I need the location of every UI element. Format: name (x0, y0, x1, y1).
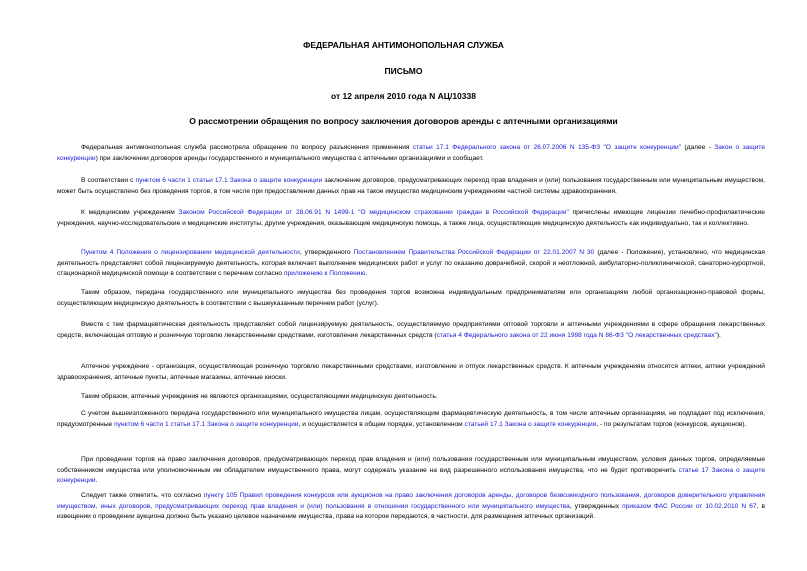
paragraph-text: Федеральная антимонопольная служба рассмотрела обращение по вопросу разъяснения применения (81, 144, 413, 151)
paragraph-6 (57, 320, 765, 341)
paragraph-1 (57, 143, 765, 164)
paragraph-text: , утвержденных (569, 502, 623, 510)
link-medicines-law-article-4[interactable]: статья 4 Федерального закона от 22 июня 1998 года N 86-ФЗ "О лекарственных средствах" (436, 331, 717, 339)
link-fas-order-67[interactable]: приказом ФАС России от 10.02.2010 N 67 (622, 502, 757, 510)
link-item-6-part-1[interactable]: пунктом 6 части 1 статьи 17.1 Закона о защите конкуренции (135, 177, 323, 184)
link-medical-insurance-law[interactable]: Законом Российской Федерации от 28.06.91 N 1499-1 "О медицинском страховании граждан в Российской Федерации" (178, 209, 569, 216)
paragraph-text: С учетом вышеизложенного передача государственного или муниципального имущества лицам, осуществляющим фармацевтическую деятельность, в том числе аптечным организациям, не подпадает под исключения, предусмотренные (57, 410, 765, 428)
link-licensing-regulation[interactable]: Пунктом 4 Положения о лицензировании медицинской деятельности (81, 249, 300, 256)
paragraph-text: К медицинским учреждениям (81, 209, 179, 216)
subject-heading: О рассмотрении обращения по вопросу заключения договоров аренды с аптечными организациями (189, 116, 618, 126)
doc-type-heading: ПИСЬМО (384, 66, 423, 76)
paragraph-4 (57, 248, 765, 280)
link-item-6-part-1-article-17-1[interactable]: пунктом 6 части 1 статьи 17.1 Закона о защите конкуренции (114, 420, 299, 428)
paragraph-text: В соответствии с (81, 177, 136, 184)
link-government-decree[interactable]: Постановлением Правительства Российской Федерации от 22.01.2007 N 30 (353, 249, 595, 256)
link-competition-law[interactable]: Закон о защите конкуренции (57, 144, 765, 162)
paragraph-text: заключение договоров, предусматривающих переход прав владения и (или) пользования государственным или муниципальным имуществом, может быть осуществлено без проведения торгов, в том числе при предоставлении данных прав на такое имущество медицинским учреждениям частной системы здравоохранения. (57, 177, 766, 195)
paragraph-text: Вместе с тем фармацевтическая деятельность представляет собой лицензируемую деятельность, осуществляемую предприятиями оптовой торговли и аптечными учреждениями в сфере обращения лекарственных средств, включающая оптовую и розничную торговлю лекарственными средствами, изготовление лекарственных средств ( (57, 321, 765, 339)
paragraph-11 (57, 491, 765, 523)
paragraph-7: Аптечное учреждение - организация, осуществляющая розничную торговлю лекарственными средствами, изготовление и отпуск лекарственных средств. К аптечным учреждениям относятся аптеки, аптеки учреждений здравоохранения, аптечные пункты, аптечные магазины, аптечные киоски. (57, 363, 765, 381)
paragraph-text: , утвержденного (299, 249, 354, 256)
paragraph-text: , в извещении о проведении аукциона должно быть указано целевое назначение имущества, права на которое передаются, в частности, для размещения аптечных организаций. (57, 502, 765, 521)
paragraph-2 (57, 176, 765, 197)
link-article-17-competition-law[interactable]: статье 17 Закона о защите конкуренции (57, 466, 765, 485)
paragraph-text: (далее - Положение), установлено, что медицинская деятельность представляет собой лицензируемую деятельность, которая включает выполнение медицинских работ и услуг по оказанию доврачебной, скорой и неотложной, амбулаторно-поликлинической, санаторно-курортной, стационарной медицинской помощи в соответствии с перечнем согласно (57, 249, 765, 278)
link-article-17-1-competition-law[interactable]: статьей 17.1 Закона о защите конкуренции (464, 420, 597, 428)
paragraph-text: Следует также отметить, что согласно (81, 492, 204, 499)
paragraph-text: ) при заключении договоров аренды государственного и муниципального имущества с аптечными организациями и сообщает. (95, 154, 484, 162)
paragraph-10 (57, 455, 765, 487)
paragraph-5: Таким образом, передача государственного или муниципального имущества без проведения торгов возможна индивидуальным предпринимателям или организациям любой организационно-правовой формы, осуществляющим медицинскую деятельность в соответствии с вышеуказанным перечнем работ (услуг). (57, 289, 765, 307)
paragraph-9 (57, 409, 765, 430)
paragraph-8: Таким образом, аптечные учреждения не являются организациями, осуществляющими медицинскую деятельность. (81, 393, 438, 400)
paragraph-text: , - по результатам торгов (конкурсов, аукционов). (596, 420, 747, 428)
link-rules-item-105[interactable]: пункту 105 Правил проведения конкурсов или аукционов на право заключения договоров аренды, договоров безвозмездного пользования, договоров доверительного управления имуществом, иных договоров, предусматривающих переход прав владения и (или) пользования в отношении государственного или муниципального имущества (57, 492, 765, 510)
paragraph-text: причислены имеющие лицензии лечебно-профилактические учреждения, научно-исследовательские и медицинские институты, другие учреждения, оказывающие медицинскую помощь, а также лица, осуществляющие медицинскую деятельность как индивидуально, так и коллективно. (57, 209, 765, 227)
paragraph-3 (57, 208, 765, 229)
paragraph-text: ). (716, 331, 721, 339)
paragraph-text: . (95, 477, 98, 485)
paragraph-text: (далее - (681, 144, 715, 151)
paragraph-text: При проведении торгов на право заключения договоров, предусматривающих переход прав владения и (или) пользования государственным или муниципальным имуществом, условия данных торгов, определяемые собственником имущества или уполномоченным им обладателем имущественного права, могут содержать указание на вид разрешенного использования имущества, что не будет противоречить (57, 456, 765, 474)
paragraph-text: , и осуществляется в общем порядке, установленном (298, 420, 465, 428)
date-number-heading: от 12 апреля 2010 года N АЦ/10338 (331, 91, 476, 101)
link-article-17-1[interactable]: статьи 17.1 Федерального закона от 26.07.2006 N 135-ФЗ "О защите конкуренции" (412, 144, 682, 151)
link-regulation-appendix[interactable]: приложению к Положению (283, 270, 366, 278)
agency-heading: ФЕДЕРАЛЬНАЯ АНТИМОНОПОЛЬНАЯ СЛУЖБА (303, 40, 504, 50)
paragraph-text: . (365, 270, 368, 278)
